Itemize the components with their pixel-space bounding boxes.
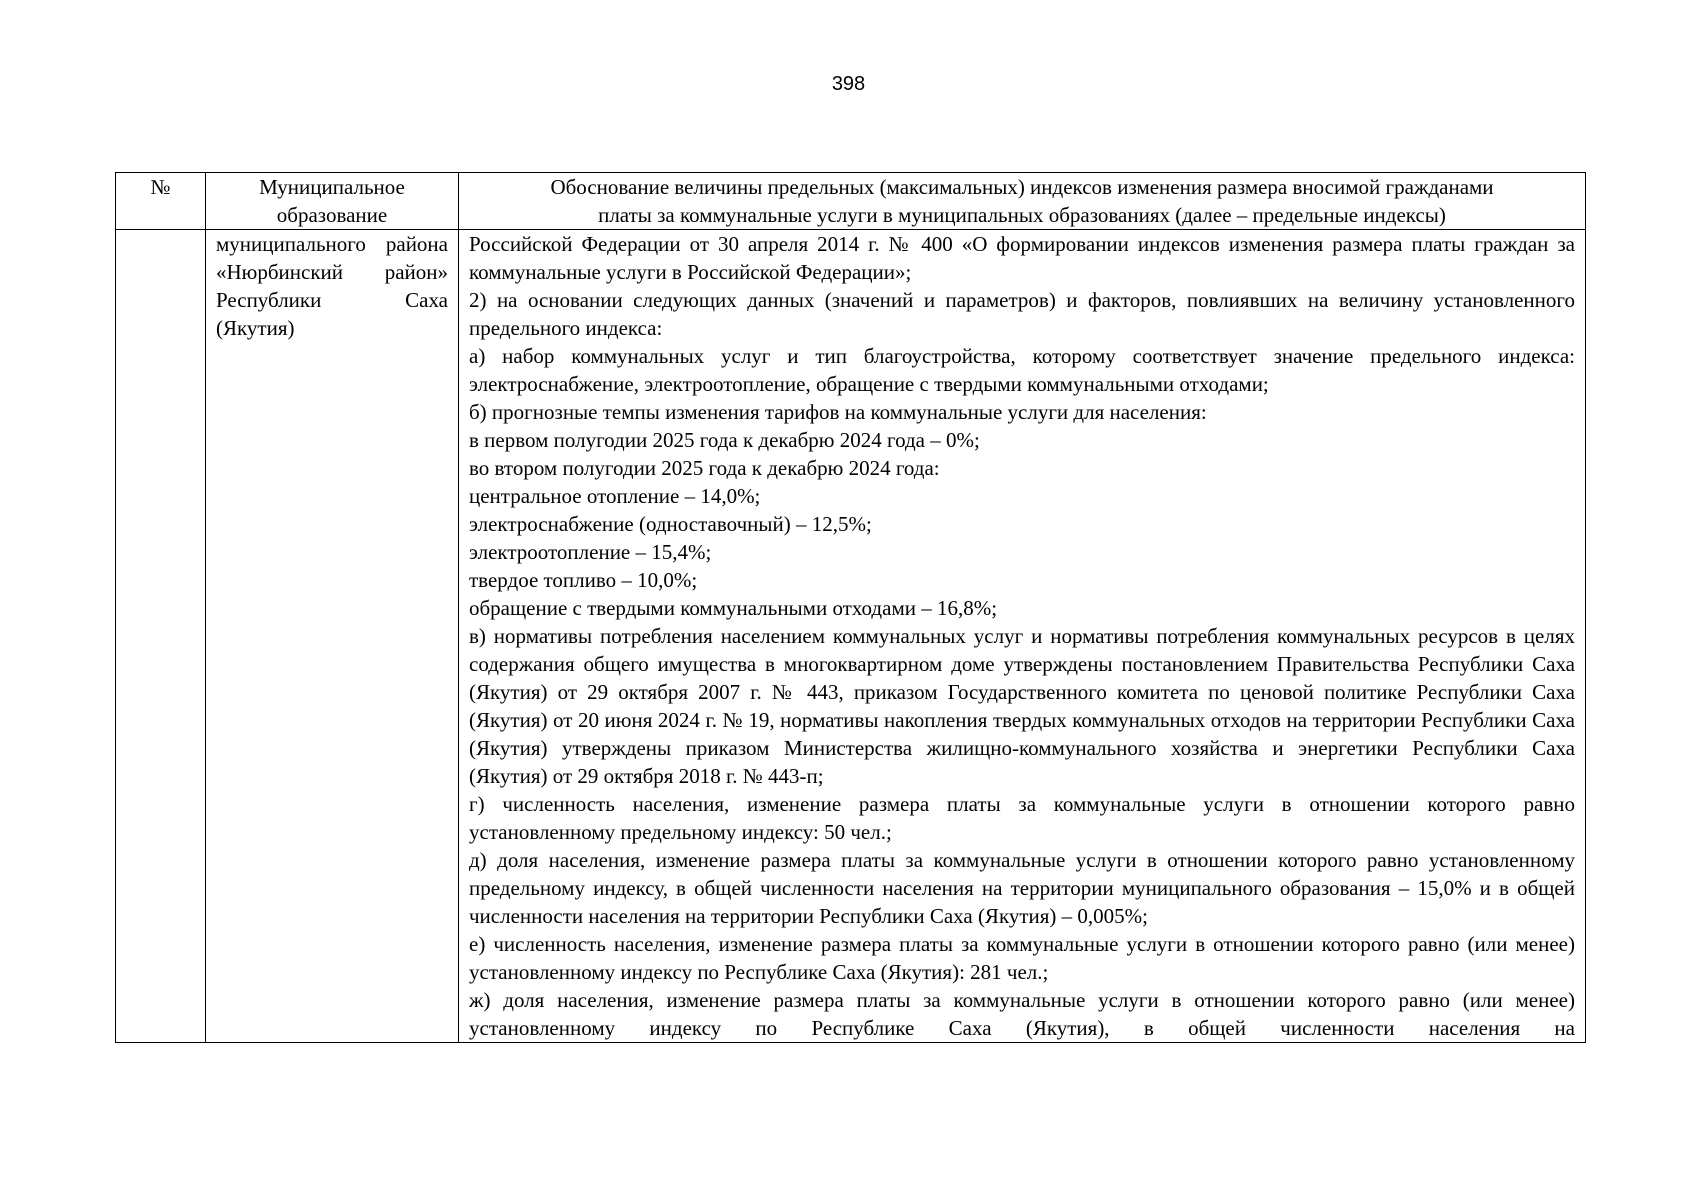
justification-paragraph: б) прогнозные темпы изменения тарифов на коммунальные услуги для населения:: [469, 400, 1207, 424]
justification-paragraph: обращение с твердыми коммунальными отходами – 16,8%;: [469, 596, 998, 620]
justification-paragraph: в первом полугодии 2025 года к декабрю 2024 года – 0%;: [469, 428, 980, 452]
justification-paragraph: твердое топливо – 10,0%;: [469, 568, 698, 592]
justification-table: [115, 172, 1586, 1043]
table-header: [116, 173, 1586, 230]
justification-paragraph: центральное отопление – 14,0%;: [469, 484, 761, 508]
justification-paragraph: ж) доля населения, изменение размера платы за коммунальные услуги в отношении которого равно (или менее) установленному индексу по Республике Саха (Якутия), в общей численности населения на: [469, 988, 1575, 1040]
justification-paragraph: г) численность населения, изменение размера платы за коммунальные услуги в отношении которого равно установленному предельному индексу: 50 чел.;: [469, 792, 1575, 844]
header-municipality: [206, 173, 459, 230]
cell-justification: [459, 230, 1586, 1043]
table-body: [116, 230, 1586, 1043]
municipality-name: муниципального района «Нюрбинский район» Республики Саха (Якутия): [216, 232, 448, 340]
cell-number: [116, 230, 206, 1043]
justification-paragraph: 2) на основании следующих данных (значений и параметров) и факторов, повлиявших на величину установленного предельного индекса:: [469, 288, 1575, 340]
header-municipality-line1: Муниципальное: [259, 175, 405, 199]
justification-paragraph: во втором полугодии 2025 года к декабрю 2024 года:: [469, 456, 940, 480]
header-justification: [459, 173, 1586, 230]
justification-paragraph: д) доля населения, изменение размера платы за коммунальные услуги в отношении которого равно установленному предельному индексу, в общей численности населения на территории муниципального образования – 15,0% и в общей численности населения на территории Республики Саха (Якутия) – 0,005%;: [469, 848, 1575, 928]
header-justification-line2: платы за коммунальные услуги в муниципальных образованиях (далее – предельные индексы): [598, 203, 1446, 227]
header-number-label: №: [150, 175, 171, 199]
justification-paragraph: электроснабжение (одноставочный) – 12,5%;: [469, 512, 872, 536]
header-row: [116, 173, 1586, 230]
justification-paragraph: в) нормативы потребления населением коммунальных услуг и нормативы потребления коммунальных ресурсов в целях содержания общего имущества в многоквартирном доме утверждены постановлением Правительства Республики Саха (Якутия) от 29 октября 2007 г. № 443, приказом Государственного комитета по ценовой политике Республики Саха (Якутия) от 20 июня 2024 г. № 19, нормативы накопления твердых коммунальных отходов на территории Республики Саха (Якутия) утверждены приказом Министерства жилищно-коммунального хозяйства и энергетики Республики Саха (Якутия) от 29 октября 2018 г. № 443-п;: [469, 624, 1575, 788]
cell-municipality: [206, 230, 459, 1043]
justification-paragraph: е) численность населения, изменение размера платы за коммунальные услуги в отношении которого равно (или менее) установленному индексу по Республике Саха (Якутия): 281 чел.;: [469, 932, 1575, 984]
justification-paragraph: электроотопление – 15,4%;: [469, 540, 712, 564]
table-row: [116, 230, 1586, 1043]
header-number: [116, 173, 206, 230]
header-justification-line1: Обоснование величины предельных (максимальных) индексов изменения размера вносимой гражданами: [550, 175, 1494, 199]
page-number: 398: [831, 73, 866, 95]
header-municipality-line2: образование: [276, 203, 388, 227]
justification-paragraph: а) набор коммунальных услуг и тип благоустройства, которому соответствует значение предельного индекса: электроснабжение, электроотопление, обращение с твердыми коммунальными отходами;: [469, 344, 1575, 396]
justification-paragraph: Российской Федерации от 30 апреля 2014 г. № 400 «О формировании индексов изменения размера платы граждан за коммунальные услуги в Российской Федерации»;: [469, 232, 1575, 284]
